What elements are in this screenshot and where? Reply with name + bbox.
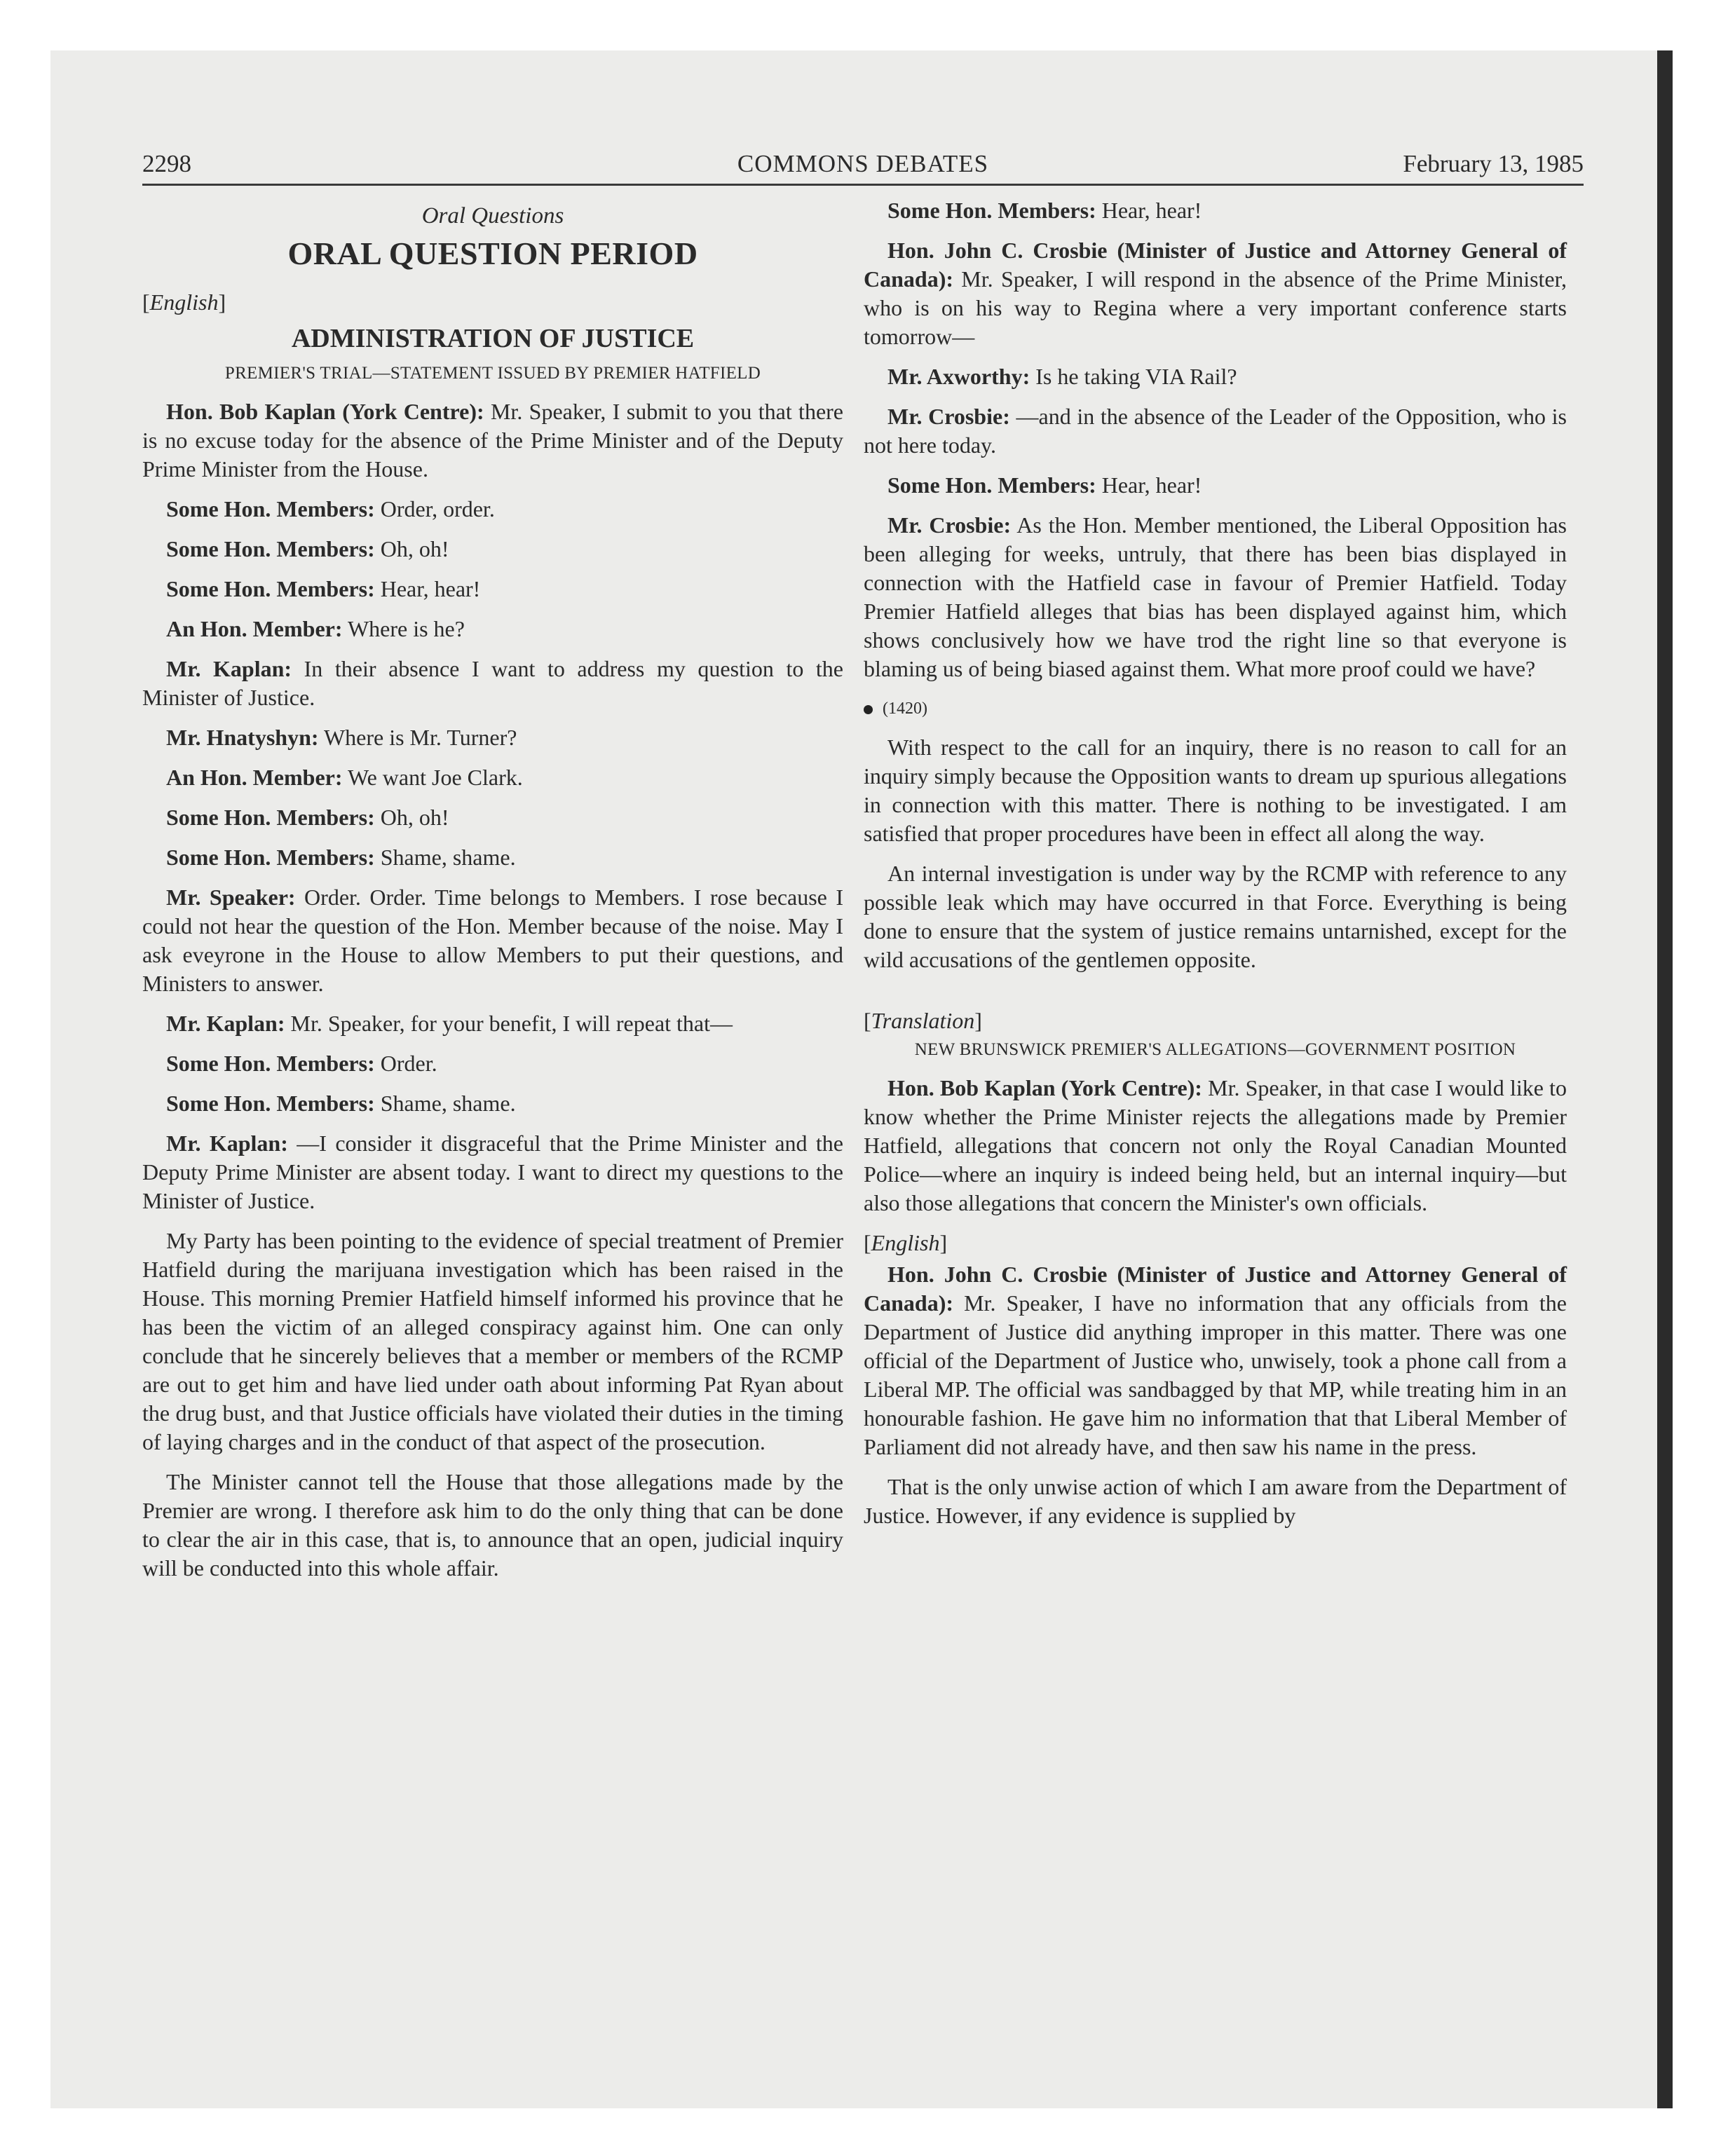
paragraph-text: Where is he? bbox=[342, 616, 465, 641]
speaker-name: Some Hon. Members: bbox=[166, 805, 375, 830]
paragraph bbox=[142, 1009, 843, 1038]
page-header bbox=[142, 144, 1584, 184]
paragraph-text: Mr. Speaker, I submit to you that there is no excuse today for the absence of the Prime Minister and of the Deputy Prime Minister from the House. bbox=[142, 399, 843, 482]
speaker-name: Some Hon. Members: bbox=[166, 845, 375, 870]
paragraph-text: Mr. Speaker, I will respond in the absence of the Prime Minister, who is on his way to Regina where a very important conference starts tomorrow— bbox=[864, 266, 1567, 349]
paragraph bbox=[142, 843, 843, 872]
speaker-name: Hon. John C. Crosbie (Minister of Justice and Attorney General of Canada): bbox=[864, 238, 1567, 292]
paragraph-text: We want Joe Clark. bbox=[342, 765, 523, 790]
sub-heading-2: NEW BRUNSWICK PREMIER'S ALLEGATIONS—GOVERNMENT POSITION bbox=[914, 1040, 1516, 1059]
paragraph-text: The Minister cannot tell the House that those allegations made by the Premier are wrong. I therefore ask him to do the only thing that can be done to clear the air in this case, that is, to announce that an open, judicial inquiry will be conducted into this whole affair. bbox=[142, 1469, 843, 1581]
subject-heading: ADMINISTRATION OF JUSTICE bbox=[291, 324, 695, 353]
paragraph bbox=[864, 1260, 1567, 1461]
language-note: [English] bbox=[142, 289, 226, 315]
running-head: Oral Questions bbox=[421, 203, 564, 228]
paragraph bbox=[864, 511, 1567, 683]
speaker-name: Some Hon. Members: bbox=[166, 1091, 375, 1116]
paragraph-text: Hear, hear! bbox=[374, 576, 481, 601]
page-number: 2298 bbox=[142, 150, 191, 177]
bullet-icon bbox=[864, 705, 873, 714]
paragraph bbox=[142, 535, 843, 564]
paragraph bbox=[864, 196, 1567, 225]
language-note-translation: [Translation] bbox=[864, 1008, 982, 1033]
speaker-name: Mr. Hnatyshyn: bbox=[166, 725, 319, 750]
speaker-name: Mr. Kaplan: bbox=[166, 656, 292, 681]
paragraph bbox=[142, 397, 843, 484]
scan-edge-shadow bbox=[1657, 50, 1673, 2108]
paragraph bbox=[864, 733, 1567, 848]
paragraph-text: Mr. Speaker, in that case I would like to know whether the Prime Minister rejects the allegations made by Premier Hatfield, allegations that concern not only the Royal Canadian Mounted Police—where an inquiry is indeed being held, but an internal inquiry—but also those allegations that concern the Minister's own officials. bbox=[864, 1075, 1567, 1215]
speaker-name: An Hon. Member: bbox=[166, 616, 343, 641]
paragraph bbox=[864, 236, 1567, 351]
paragraph bbox=[864, 362, 1567, 391]
paragraph bbox=[864, 402, 1567, 460]
speaker-name: An Hon. Member: bbox=[166, 765, 343, 790]
paragraph-text: Oh, oh! bbox=[374, 805, 449, 830]
speaker-name: Hon. John C. Crosbie (Minister of Justice and Attorney General of Canada): bbox=[864, 1262, 1567, 1316]
paragraph-text: Shame, shame. bbox=[374, 845, 516, 870]
paragraph-text: Mr. Speaker, for your benefit, I will repeat that— bbox=[285, 1011, 733, 1036]
language-note-english: [English] bbox=[864, 1230, 948, 1255]
speaker-name: Mr. Crosbie: bbox=[887, 404, 1010, 429]
paragraph bbox=[142, 615, 843, 643]
section-title: ORAL QUESTION PERIOD bbox=[287, 236, 698, 271]
paragraph-text: Oh, oh! bbox=[374, 536, 449, 561]
right-paragraphs-d bbox=[864, 1260, 1567, 1530]
paragraph bbox=[864, 1074, 1567, 1217]
paragraph bbox=[864, 471, 1567, 500]
paragraph-text: An internal investigation is under way by the RCMP with reference to any possible leak which may have occurred in that Force. Everything is being done to ensure that the system of justice remains untarnished, except for the wild accusations of the gentlemen opposite. bbox=[864, 861, 1567, 972]
paragraph bbox=[142, 763, 843, 792]
speaker-name: Some Hon. Members: bbox=[166, 496, 375, 521]
paragraph-text: In their absence I want to address my question to the Minister of Justice. bbox=[142, 656, 844, 710]
speaker-name: Hon. Bob Kaplan (York Centre): bbox=[166, 399, 484, 424]
publication-date: February 13, 1985 bbox=[1403, 150, 1584, 177]
paragraph-text: That is the only unwise action of which I am aware from the Department of Justice. However, if any evidence is supplied by bbox=[864, 1474, 1567, 1528]
paragraph-text: Order. Order. Time belongs to Members. I rose because I could not hear the question of the Hon. Member because of the noise. May I ask eveyrone in the House to allow Members to put their questions, and Ministers to answer. bbox=[142, 885, 844, 996]
paragraph-text: Where is Mr. Turner? bbox=[318, 725, 517, 750]
speaker-name: Some Hon. Members: bbox=[166, 576, 375, 601]
speaker-name: Some Hon. Members: bbox=[166, 1051, 375, 1076]
paragraph-text: Hear, hear! bbox=[1096, 198, 1202, 223]
right-paragraphs-a bbox=[864, 196, 1567, 683]
paragraph bbox=[142, 883, 843, 998]
timestamp: (1420) bbox=[864, 695, 1567, 723]
paragraph-text: —and in the absence of the Leader of the Opposition, who is not here today. bbox=[864, 404, 1567, 458]
speaker-name: Mr. Speaker: bbox=[166, 885, 296, 910]
speaker-name: Mr. Crosbie: bbox=[887, 512, 1012, 538]
paragraph-text: —I consider it disgraceful that the Prime Minister and the Deputy Prime Minister are absent today. I want to direct my questions to the Minister of Justice. bbox=[142, 1131, 844, 1213]
paragraph-text: As the Hon. Member mentioned, the Liberal Opposition has been alleging for weeks, untruly, that there has been bias displayed in connection with the Hatfield case in favour of Premier Hatfield. Today Premier Hatfield alleges that bias has been displayed against him, which shows conclusively how we have trod the right line so that everyone is blaming us of being biased against them. What more proof could we have? bbox=[864, 512, 1567, 681]
header-rule bbox=[142, 184, 1584, 186]
left-column bbox=[142, 196, 843, 1594]
paragraph-text: With respect to the call for an inquiry, there is no reason to call for an inquiry simply because the Opposition wants to dream up spurious allegations in connection with this matter. There is nothing to be investigated. I am satisfied that proper procedures have been in effect all along the way. bbox=[864, 735, 1567, 846]
paragraph bbox=[142, 1468, 843, 1583]
speaker-name: Some Hon. Members: bbox=[166, 536, 375, 561]
speaker-name: Some Hon. Members: bbox=[887, 198, 1096, 223]
paragraph bbox=[142, 1129, 843, 1215]
paragraph bbox=[142, 1227, 843, 1456]
paragraph-text: Hear, hear! bbox=[1096, 472, 1202, 498]
paragraph-text: My Party has been pointing to the evidence of special treatment of Premier Hatfield during the marijuana investigation which has been raised in the House. This morning Premier Hatfield himself informed his province that he has been the victim of an alleged conspiracy against him. One can only conclude that he sincerely believes that a member or members of the RCMP are out to get him and have lied under oath about informing Pat Ryan about the drug bust, and that Justice officials have violated their duties in the timing of laying charges and in the conduct of that aspect of the prosecution. bbox=[142, 1228, 843, 1454]
sub-heading: PREMIER'S TRIAL—STATEMENT ISSUED BY PREMIER HATFIELD bbox=[224, 364, 761, 383]
paragraph bbox=[142, 495, 843, 524]
right-paragraphs-b bbox=[864, 733, 1567, 974]
paragraph bbox=[142, 1049, 843, 1078]
publication-title: COMMONS DEBATES bbox=[737, 150, 989, 177]
speaker-name: Mr. Kaplan: bbox=[166, 1131, 288, 1156]
paragraph bbox=[142, 803, 843, 832]
paragraph-text: Order. bbox=[374, 1051, 437, 1076]
left-paragraphs bbox=[142, 397, 843, 1583]
speaker-name: Mr. Axworthy: bbox=[887, 364, 1030, 389]
paragraph bbox=[864, 859, 1567, 974]
paragraph-text: Mr. Speaker, I have no information that any officials from the Department of Justice did anything improper in this matter. There was one official of the Department of Justice who, unwisely, took a phone call from a Liberal MP. The official was sandbagged by that MP, while treating him in an honourable fashion. He gave him no information that that Liberal Member of Parliament did not already have, and then saw his name in the press. bbox=[864, 1290, 1567, 1459]
paragraph-text: Shame, shame. bbox=[374, 1091, 516, 1116]
paragraph bbox=[864, 1473, 1567, 1530]
right-column bbox=[864, 196, 1567, 1541]
paragraph bbox=[142, 1089, 843, 1118]
paragraph-text: Order, order. bbox=[374, 496, 495, 521]
paragraph bbox=[142, 723, 843, 752]
paragraph bbox=[142, 575, 843, 603]
paragraph bbox=[142, 655, 843, 712]
speaker-name: Mr. Kaplan: bbox=[166, 1011, 285, 1036]
right-paragraphs-c bbox=[864, 1074, 1567, 1217]
speaker-name: Some Hon. Members: bbox=[887, 472, 1096, 498]
speaker-name: Hon. Bob Kaplan (York Centre): bbox=[887, 1075, 1202, 1100]
paragraph-text: Is he taking VIA Rail? bbox=[1030, 364, 1237, 389]
